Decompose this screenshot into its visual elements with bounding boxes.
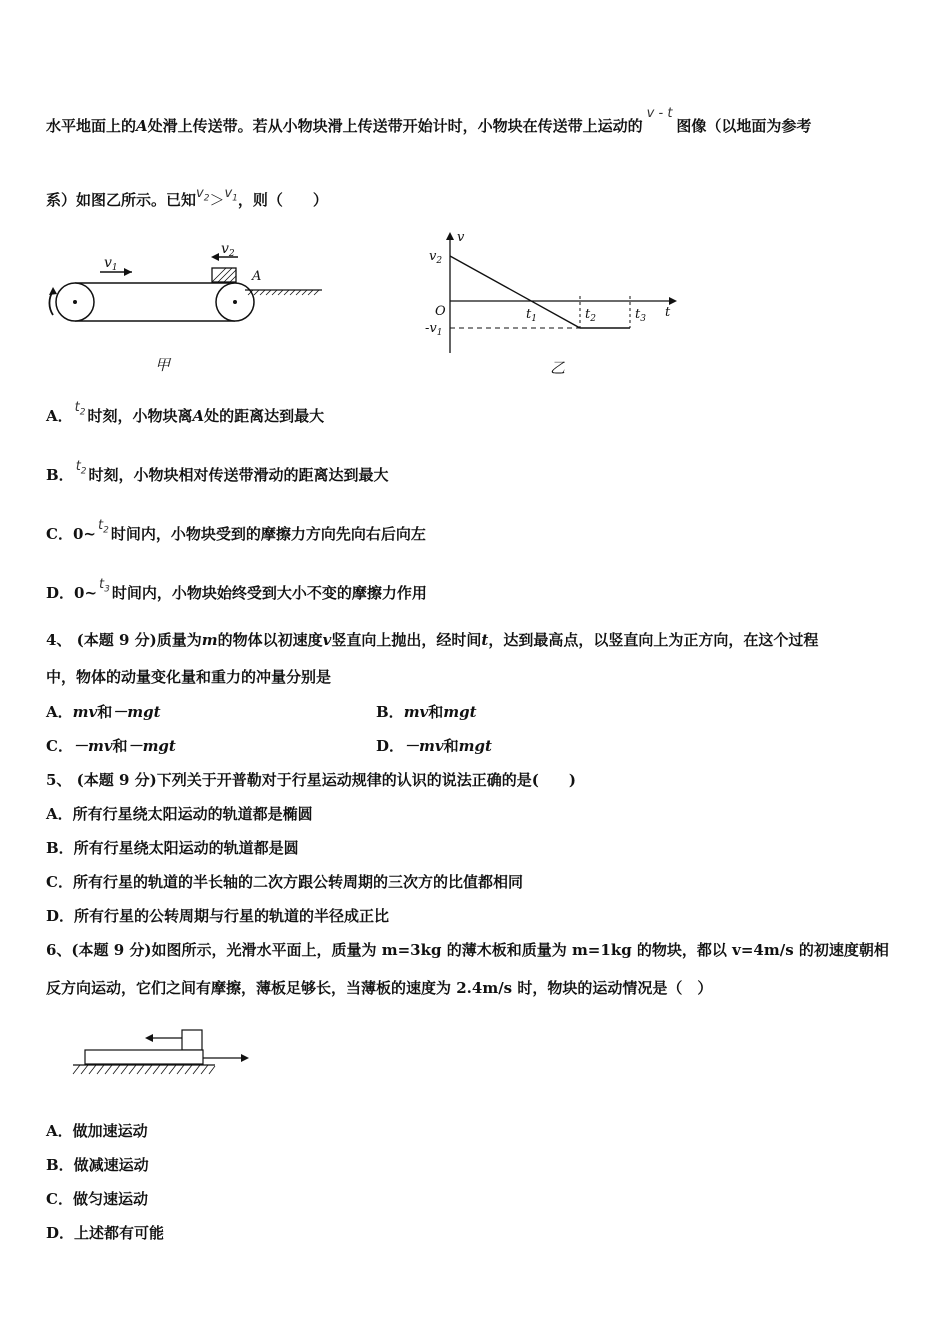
origin-label: O (435, 304, 446, 319)
q4-option-B[interactable]: B．mv和mgt (376, 703, 477, 721)
q6-stem-line2: 反方向运动，它们之间有摩擦，薄板足够长，当薄板的速度为 2.4m/s 时，物块的运动情况是（ ） (46, 979, 713, 997)
q6-stem-line1: 6、(本题 9 分)如图所示，光滑水平面上，质量为 m=3kg 的薄木板和质量为 m=1kg 的物块，都以 v=4m/s 的初速度朝相 (46, 941, 889, 959)
q4-option-D[interactable]: D．－mv和mgt (376, 737, 492, 755)
q3-option-A[interactable]: A． $t_2$ 时刻，小物块离A处的距离达到最大 (46, 400, 325, 425)
t2-tick: $t_2$ (585, 307, 596, 324)
q4-option-C[interactable]: C．－mv和－mgt (46, 737, 176, 755)
figure-yi-vt-graph (415, 228, 685, 378)
q5-stem: 5、 (本题 9 分)下列关于开普勒对于行星运动规律的认识的说法正确的是( ) (46, 771, 576, 789)
point-A: A (136, 117, 148, 135)
q6-option-C[interactable]: C．做匀速运动 (46, 1190, 148, 1208)
small-block (182, 1030, 202, 1050)
q4-stem-line1: 4、 (本题 9 分)质量为m的物体以初速度v竖直向上抛出，经时间t，达到最高点，以竖直向上为正方向，在这个过程 (46, 631, 819, 649)
figure-jia-conveyor (40, 235, 330, 375)
t3-tick: $t_3$ (635, 307, 646, 324)
q3-stem-line2: 系）如图乙所示。已知$v_2>v_1$，则（ ） (46, 186, 328, 209)
q3-option-C[interactable]: C．0~ $t_2$ 时间内，小物块受到的摩擦力方向先向右后向左 (46, 518, 426, 543)
v2-label: $v_2$ (221, 241, 235, 259)
neg-v1-tick: $-v_1$ (425, 321, 443, 338)
t1-tick: $t_1$ (526, 307, 537, 324)
q5-option-B[interactable]: B．所有行星绕太阳运动的轨道都是圆 (46, 839, 299, 857)
A-label: A (252, 269, 262, 284)
q5-option-A[interactable]: A．所有行星绕太阳运动的轨道都是椭圆 (46, 805, 313, 823)
v2-tick: $v_2$ (429, 249, 443, 266)
y-axis-label: v (457, 230, 465, 245)
caption-jia: 甲 (155, 356, 171, 374)
vt-curve (450, 256, 630, 328)
vt-symbol: v - t (646, 106, 673, 121)
q3-option-B[interactable]: B． $t_2$ 时刻，小物块相对传送带滑动的距离达到最大 (46, 459, 389, 484)
v2-symbol: $v_2$ (196, 186, 210, 204)
x-axis-label: t (665, 305, 671, 320)
q4-stem-line2: 中，物体的动量变化量和重力的冲量分别是 (46, 668, 332, 686)
figure-plank-block (65, 1022, 265, 1082)
q4-option-A[interactable]: A．mv和－mgt (46, 703, 161, 721)
q6-option-A[interactable]: A．做加速运动 (46, 1122, 148, 1140)
v1-label: $v_1$ (104, 255, 118, 273)
q3-stem-line1: 水平地面上的A处滑上传送带。若从小物块滑上传送带开始计时，小物块在传送带上运动的v - t图像（以地面为参考 (46, 106, 812, 135)
q5-option-D[interactable]: D．所有行星的公转周期与行星的轨道的半径成正比 (46, 907, 390, 925)
caption-yi: 乙 (550, 359, 566, 377)
q6-option-B[interactable]: B．做减速运动 (46, 1156, 149, 1174)
v1-symbol: $v_1$ (224, 186, 238, 204)
plank (85, 1050, 203, 1064)
q3-option-D[interactable]: D．0~ $t_3$ 时间内，小物块始终受到大小不变的摩擦力作用 (46, 577, 427, 602)
q6-option-D[interactable]: D．上述都有可能 (46, 1224, 165, 1242)
q5-option-C[interactable]: C．所有行星的轨道的半长轴的二次方跟公转周期的三次方的比值都相同 (46, 873, 523, 891)
